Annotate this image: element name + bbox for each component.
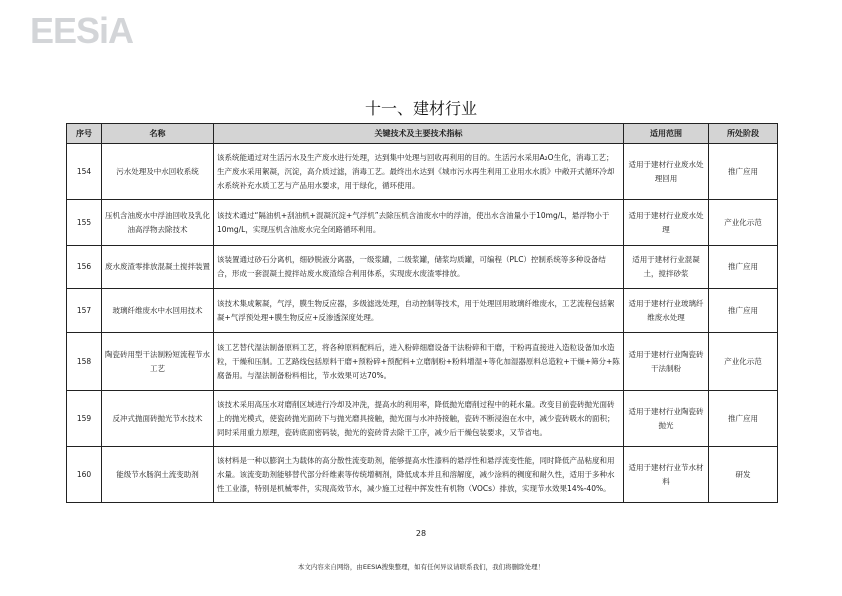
row-stage: 产业化示范 <box>709 200 778 246</box>
row-stage: 推广应用 <box>709 144 778 200</box>
row-description: 该系统能通过对生活污水及生产废水进行处理，达到集中处理与回收再利用的目的。生活污水采用A₂O生化，消毒工艺；生产废水采用絮凝，沉淀，高介质过滤，消毒工艺。最终出水达到《城市污水再生利用工业用水水质》中敞开式循环冷却水系统补充水质工艺与产品用水要求，用于绿化，循环使用。 <box>214 144 624 200</box>
row-number: 160 <box>67 447 102 503</box>
row-number: 159 <box>67 391 102 447</box>
row-name: 废水废渣零排放混凝土搅拌装置 <box>102 246 214 289</box>
table-row <box>67 144 778 200</box>
header-description: 关键技术及主要技术指标 <box>214 124 624 144</box>
table-header-row <box>67 124 778 144</box>
row-description: 该装置通过砂石分离机，细砂脱液分离器，一级浆罐，二级浆罐，储浆均质罐，可编程（PLC）控制系统等多种设备结合，形成一套混凝土搅拌站废水废渣综合利用体系，实现废水废渣零排放。 <box>214 246 624 289</box>
table-row <box>67 447 778 503</box>
row-description: 该技术采用高压水对磨削区域进行冷却及冲洗，提高水的利用率，降低抛光磨削过程中的耗水量。改变目前瓷砖抛光面砖上的抛光模式，使瓷砖抛光面砖下与抛光磨具接触，抛光面与水冲持接触，瓷砖不断浸泡在水中，减少瓷砖吸水的面积；同时采用重力原理，瓷砖底面密码装，抛光的瓷砖背去除干工序，减少后干燥包装要求，又节省电。 <box>214 391 624 447</box>
row-name: 污水处理及中水回收系统 <box>102 144 214 200</box>
row-scope: 适用于建材行业陶瓷砖抛光 <box>624 391 709 447</box>
row-description: 该工艺替代湿法制备原料工艺，将各种原料配料后，进入粉碎细磨设备干法粉碎和干磨，干粉再直接进入造粒设备加水造粒，干燥和压制。工艺路线包括原料干磨+预粉碎+预配料+立磨制粉+粉料增湿+等化加湿器原料总造粒+干燥+筛分+陈腐备用。与湿法制备粉料相比，节水效果可达70%。 <box>214 333 624 391</box>
row-name: 反冲式抛面砖抛光节水技术 <box>102 391 214 447</box>
footer-notice: 本文内容来自网络，由EESIA搜集整理，如有任何异议请联系我们，我们将删除处理！ <box>297 563 545 571</box>
table-row <box>67 200 778 246</box>
row-scope: 适用于建材行业节水材料 <box>624 447 709 503</box>
row-stage: 研发 <box>709 447 778 503</box>
row-description: 该材料是一种以膨润土为载体的高分散性流变助剂，能够提高水性漆料的悬浮性和悬浮流变性能，同时降低产品粘度和用水量。该流变助剂能够替代部分纤维素等传统增稠剂，降低成本并且和溶解度，减少涂料的稠度和耐久性，适用于多种水性工业漆，特别是机械零件，实现高效节水，减少施工过程中挥发性有机物（VOCs）排放，实现节水效果14%-40%。 <box>214 447 624 503</box>
table-row <box>67 333 778 391</box>
row-name: 能级节水肠润土流变助剂 <box>102 447 214 503</box>
row-stage: 推广应用 <box>709 391 778 447</box>
row-name: 压机含油废水中浮油回收及乳化油高浮物去除技术 <box>102 200 214 246</box>
row-scope: 适用于建材行业混凝土，搅拌砂浆 <box>624 246 709 289</box>
row-number: 156 <box>67 246 102 289</box>
row-scope: 适用于建材行业废水处理 <box>624 200 709 246</box>
table-row <box>67 246 778 289</box>
row-name: 玻璃纤维废水中水回用技术 <box>102 289 214 333</box>
row-description: 该技术集成絮凝，气浮，膜生物反应器，多级滤选处理，自动控制等技术，用于处理回用玻璃纤维废水，工艺流程包括絮凝+气浮预处理+膜生物反应+反渗透深度处理。 <box>214 289 624 333</box>
row-scope: 适用于建材行业废水处理回用 <box>624 144 709 200</box>
header-name: 名称 <box>102 124 214 144</box>
row-scope: 适用于建材行业玻璃纤维废水处理 <box>624 289 709 333</box>
table-row <box>67 289 778 333</box>
row-number: 155 <box>67 200 102 246</box>
row-scope: 适用于建材行业陶瓷砖干法制粉 <box>624 333 709 391</box>
header-no: 序号 <box>67 124 102 144</box>
row-number: 158 <box>67 333 102 391</box>
row-number: 154 <box>67 144 102 200</box>
header-scope: 适用范围 <box>624 124 709 144</box>
section-title: 十一、建材行业 <box>364 99 477 118</box>
row-description: 该技术通过“隔油机+刮油机+混凝沉淀+气浮机”去除压机含油废水中的浮油，使出水含油量小于10mg/L，悬浮物小于10mg/L，实现压机含油废水完全闭路循环利用。 <box>214 200 624 246</box>
table-row <box>67 391 778 447</box>
row-stage: 产业化示范 <box>709 333 778 391</box>
header-stage: 所处阶段 <box>709 124 778 144</box>
page-number: 28 <box>415 529 427 538</box>
row-stage: 推广应用 <box>709 246 778 289</box>
row-stage: 推广应用 <box>709 289 778 333</box>
eesia-logo: EESiA <box>30 10 134 51</box>
row-name: 陶瓷砖用型干法制粉短流程节水工艺 <box>102 333 214 391</box>
row-number: 157 <box>67 289 102 333</box>
technology-table <box>66 123 778 503</box>
